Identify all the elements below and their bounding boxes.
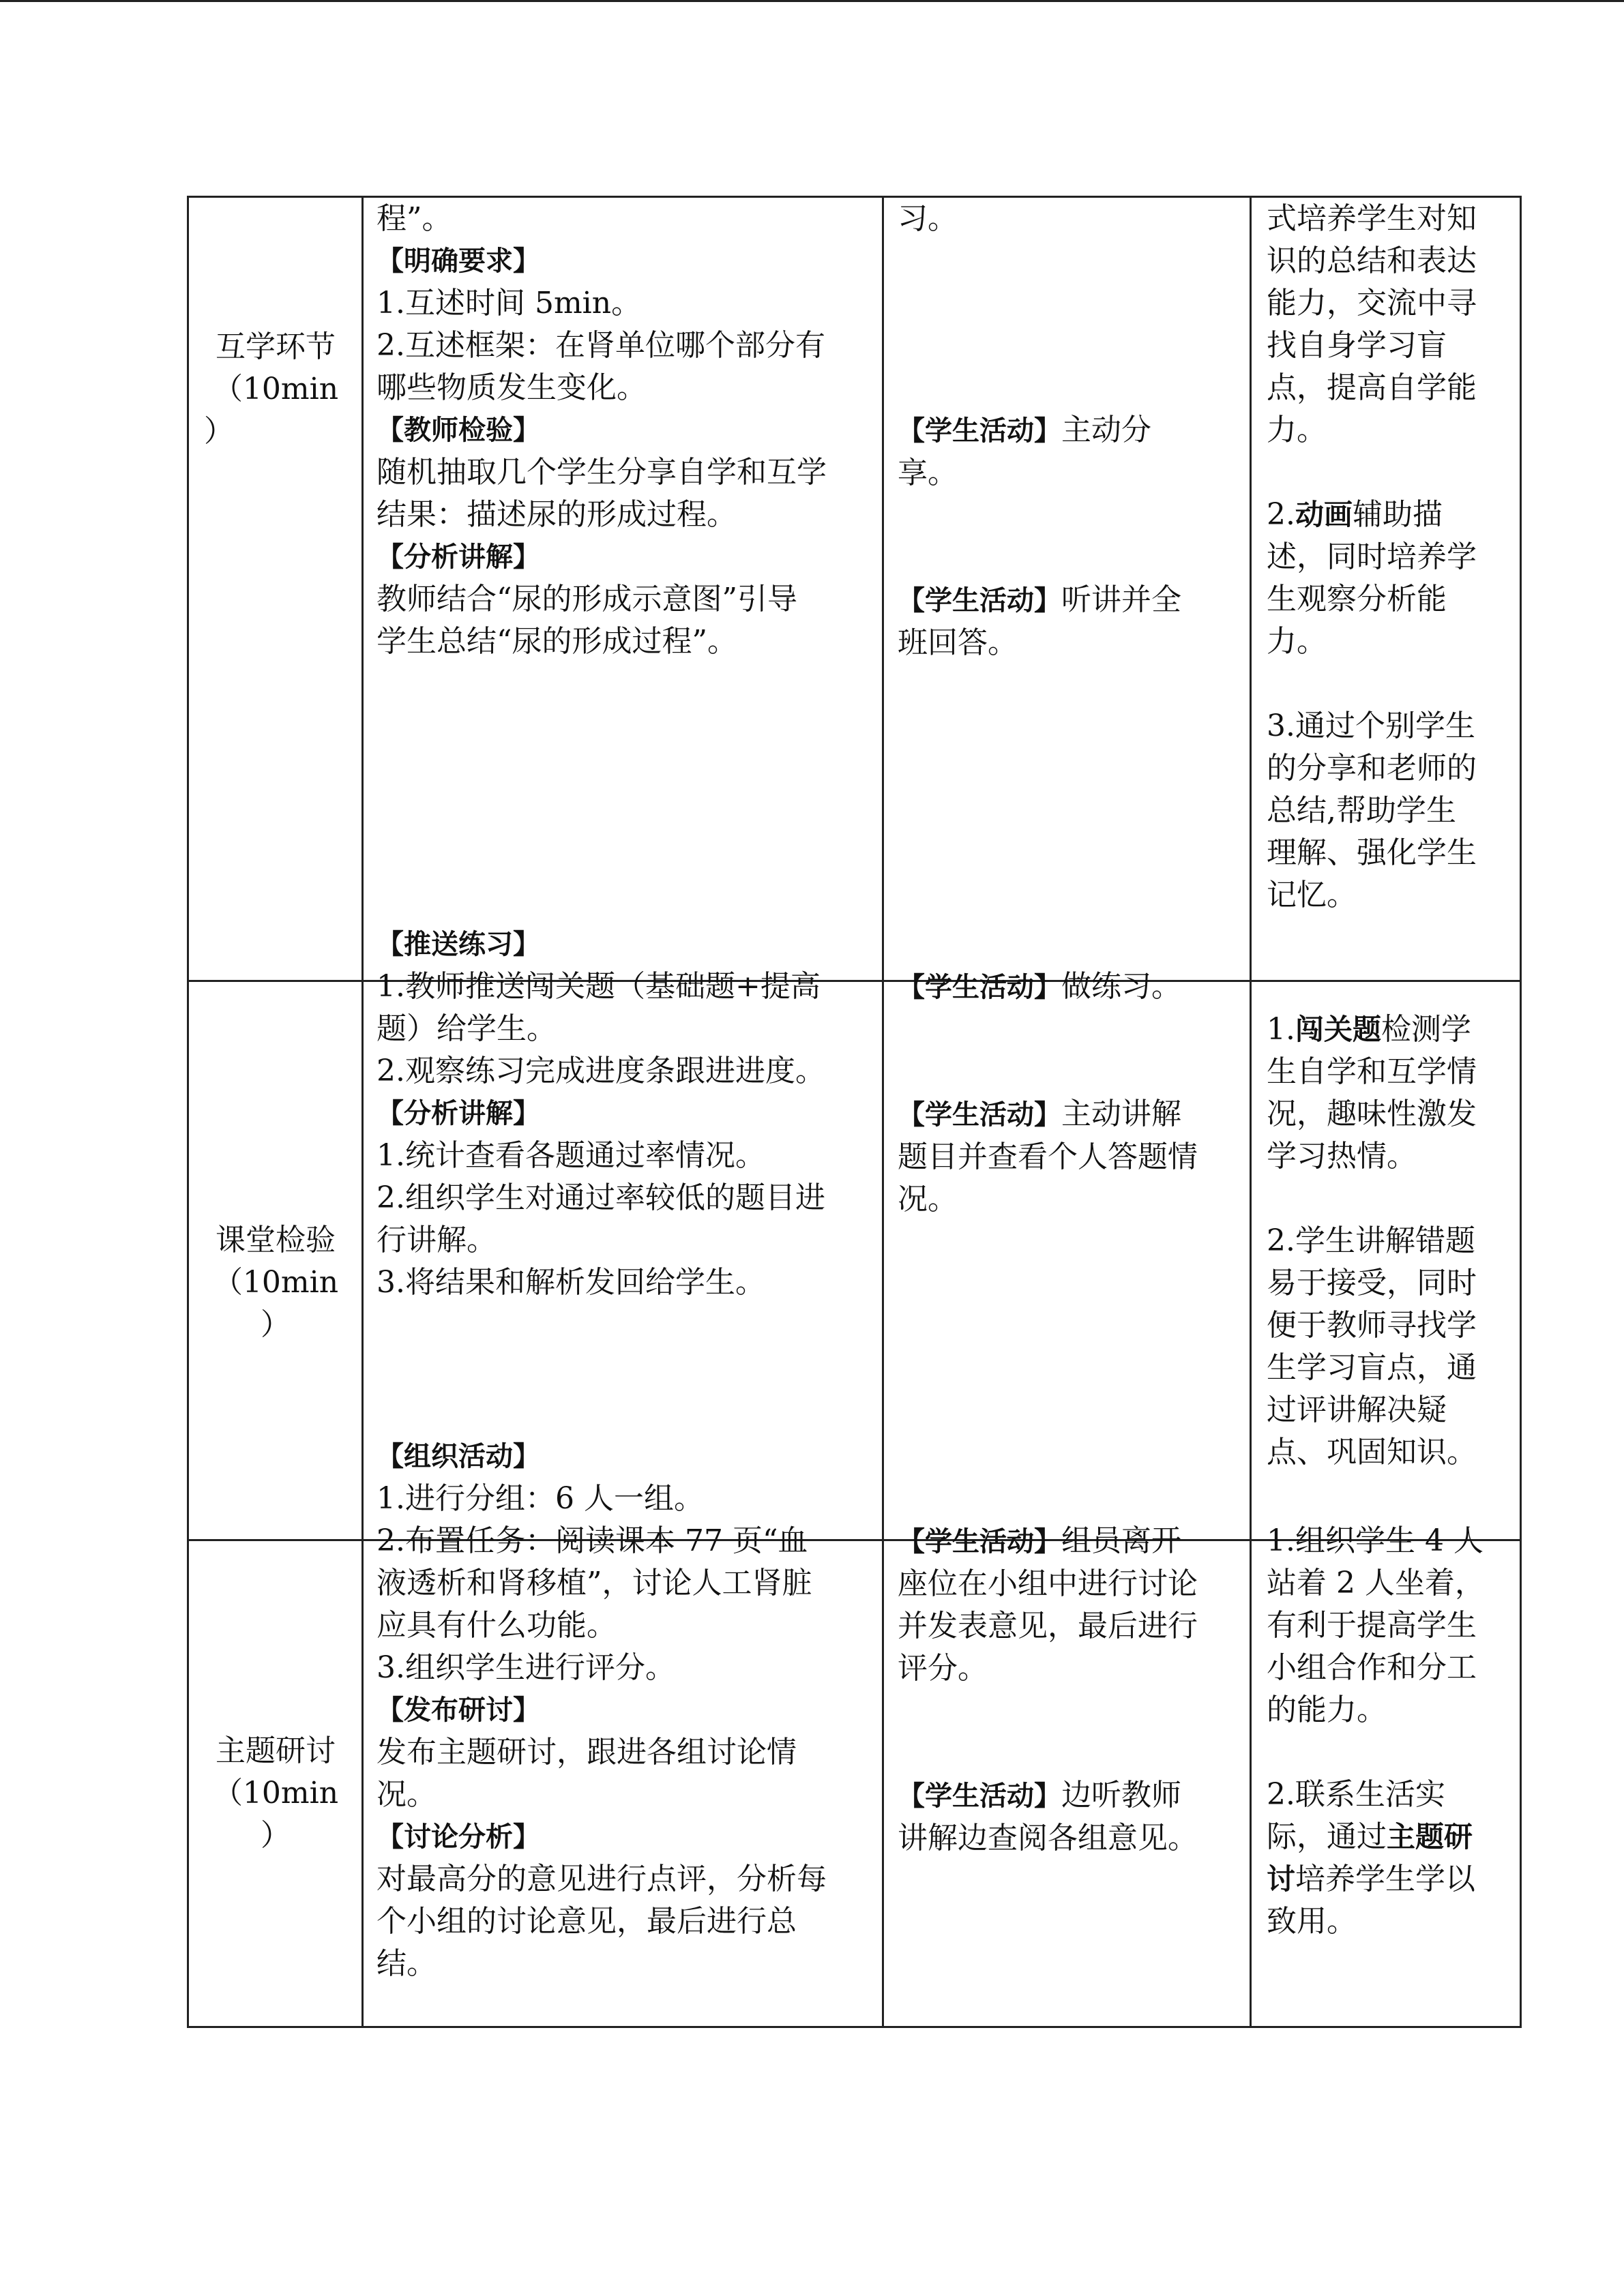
- text-line: 并发表意见，最后进行: [898, 1609, 1198, 1643]
- text-line: 结。: [377, 1946, 437, 1981]
- activity-tag: 【学生活动】: [898, 1099, 1061, 1131]
- teacher-activity-class-test: [377, 966, 874, 1304]
- text-line: 2.学生讲解错题: [1267, 1223, 1475, 1258]
- activity-text: 主动分: [1061, 413, 1151, 447]
- text-line: 记忆。: [1267, 878, 1357, 912]
- text-line: 题）给学生。: [377, 1011, 557, 1046]
- stage-label-topic-discussion: [189, 1730, 362, 1857]
- text-line: 2.联系生活实: [1267, 1777, 1445, 1812]
- text-line: 3.通过个别学生: [1267, 709, 1475, 743]
- text-line: 1.组织学生 4 人: [1267, 1523, 1483, 1558]
- section-heading: 【分析讲解】: [377, 541, 540, 573]
- text-line: 哪些物质发生变化。: [377, 370, 647, 405]
- stage-label-line: ）: [261, 1307, 291, 1342]
- blank-line: [898, 325, 1242, 367]
- student-activity-line: [898, 966, 1242, 1009]
- student-activity-line: [898, 1093, 1242, 1136]
- text-line: 讲解边查阅各组意见。: [898, 1821, 1198, 1855]
- text-line: 2.组织学生对通过率较低的题目进: [377, 1180, 825, 1215]
- text-line: 结果：描述尿的形成过程。: [377, 497, 737, 532]
- stage-label-line: （10min: [212, 1776, 339, 1810]
- section-heading: 【推送练习】: [377, 929, 540, 960]
- activity-tag: 【学生活动】: [898, 1526, 1061, 1557]
- design-intent-class-test: [1267, 1009, 1512, 1474]
- text-line: 随机抽取几个学生分享自学和互学: [377, 455, 827, 490]
- blank-line: [898, 367, 1242, 409]
- activity-text: 听讲并全: [1061, 582, 1181, 617]
- text-line: 理解、强化学生: [1267, 835, 1477, 870]
- student-activity-line: [898, 1520, 1242, 1563]
- column-divider-3: [1250, 196, 1252, 2028]
- text-line: 1.互述时间 5min。: [377, 286, 642, 320]
- intent-text: 培养学生学以: [1295, 1862, 1476, 1896]
- blank-line: [1267, 1178, 1512, 1220]
- intent-line: [1267, 494, 1512, 536]
- text-line: 2.布置任务：阅读课本 77 页“血: [377, 1523, 808, 1558]
- text-line: 识的总结和表达: [1267, 243, 1477, 278]
- text-line: 力。: [1267, 624, 1327, 659]
- section-heading: 【分析讲解】: [377, 1098, 540, 1129]
- intent-emphasis: 闯关题: [1295, 1013, 1381, 1046]
- stage-label-line: （10min: [212, 372, 339, 406]
- student-activity-line: [898, 409, 1242, 452]
- student-activity-class-test: [898, 966, 1242, 1221]
- section-heading: 【讨论分析】: [377, 1821, 540, 1853]
- column-divider-2: [882, 196, 884, 2028]
- intent-line: [1267, 1009, 1512, 1051]
- blank-line: [898, 240, 1242, 282]
- activity-text: 边听教师: [1061, 1778, 1181, 1813]
- text-line: 况，趣味性激发: [1267, 1097, 1477, 1131]
- stage-label-line: 主题研讨: [216, 1733, 336, 1768]
- text-line: 力。: [1267, 413, 1327, 447]
- teacher-activity-class-test-heading: [377, 923, 874, 966]
- stage-label-mutual-learning: [189, 326, 362, 453]
- text-line: 1.教师推送闯关题（基础题+提高: [377, 969, 821, 1004]
- student-activity-line: [898, 1774, 1242, 1817]
- teacher-activity-topic-discussion: [377, 1520, 874, 1985]
- text-line: 学生总结“尿的形成过程”。: [377, 624, 737, 659]
- stage-label-line: ）: [204, 414, 234, 449]
- text-line: 过评讲解决疑: [1267, 1392, 1447, 1427]
- text-line: 致用。: [1267, 1904, 1357, 1939]
- text-line: 小组合作和分工: [1267, 1650, 1477, 1685]
- text-line: 2.观察练习完成进度条跟进进度。: [377, 1054, 825, 1088]
- student-activity-topic-discussion: [898, 1520, 1242, 1860]
- text-line: 评分。: [898, 1651, 988, 1686]
- activity-tag: 【学生活动】: [898, 1780, 1061, 1812]
- student-activity-line: [898, 579, 1242, 622]
- text-line: 生自学和互学情: [1267, 1054, 1477, 1089]
- activity-text: 组员离开: [1061, 1523, 1181, 1558]
- text-line: 易于接受，同时: [1267, 1266, 1477, 1300]
- text-line: 生学习盲点，通: [1267, 1350, 1477, 1385]
- intent-text: 际，通过: [1267, 1819, 1387, 1854]
- text-line: 站着 2 人坐着，: [1267, 1566, 1485, 1600]
- text-line: 3.将结果和解析发回给学生。: [377, 1265, 765, 1300]
- blank-line: [898, 1051, 1242, 1093]
- activity-tag: 【学生活动】: [898, 585, 1061, 616]
- intent-line: [1267, 1816, 1512, 1858]
- activity-tag: 【学生活动】: [898, 972, 1061, 1003]
- text-line: 能力，交流中寻: [1267, 286, 1477, 320]
- text-line: 享。: [898, 456, 958, 490]
- text-line: 述，同时培养学: [1267, 539, 1477, 574]
- teacher-activity-mutual-learning: [377, 198, 874, 663]
- blank-line: [1267, 451, 1512, 494]
- text-line: 总结,帮助学生: [1267, 793, 1456, 828]
- intent-text: 辅助描: [1353, 497, 1443, 532]
- text-line: 1.进行分组：6 人一组。: [377, 1481, 704, 1516]
- text-line: 况。: [898, 1182, 958, 1217]
- intent-text: 检测学: [1381, 1012, 1471, 1047]
- page-top-border: [0, 0, 1624, 2]
- blank-line: [898, 1690, 1242, 1732]
- text-line: 2.互述框架：在肾单位哪个部分有: [377, 328, 825, 363]
- text-line: 个小组的讨论意见，最后进行总: [377, 1904, 797, 1939]
- text-line: 对最高分的意见进行点评，分析每: [377, 1862, 827, 1896]
- text-line: 便于教师寻找学: [1267, 1308, 1477, 1343]
- table-border-right: [1520, 196, 1522, 2028]
- text-line: 找自身学习盲: [1267, 328, 1447, 363]
- stage-label-class-test: [189, 1219, 362, 1346]
- activity-tag: 【学生活动】: [898, 415, 1061, 447]
- text-line: 的分享和老师的: [1267, 751, 1477, 786]
- design-intent-mutual-learning: [1267, 198, 1512, 916]
- design-intent-topic-discussion: [1267, 1520, 1512, 1943]
- text-line: 座位在小组中进行讨论: [898, 1566, 1198, 1601]
- text-line: 班回答。: [898, 625, 1018, 660]
- text-line: 行讲解。: [377, 1223, 497, 1257]
- table-border-bottom: [187, 2026, 1522, 2028]
- text-line: 有利于提高学生: [1267, 1608, 1477, 1643]
- student-activity-mutual-learning: [898, 198, 1242, 664]
- intent-emphasis: 动画: [1295, 498, 1353, 531]
- text-line: 液透析和肾移植”，讨论人工肾脏: [377, 1566, 812, 1600]
- section-heading: 【发布研讨】: [377, 1695, 540, 1726]
- text-line: 发布主题研讨，跟进各组讨论情: [377, 1735, 797, 1770]
- activity-text: 做练习。: [1061, 969, 1181, 1004]
- activity-text: 主动讲解: [1061, 1097, 1181, 1131]
- section-heading: 【教师检验】: [377, 415, 540, 446]
- stage-label-line: ）: [261, 1818, 291, 1853]
- intent-text: 1.: [1267, 1012, 1295, 1047]
- blank-line: [898, 494, 1242, 537]
- text-line: 点、巩固知识。: [1267, 1435, 1477, 1470]
- blank-line: [1267, 1731, 1512, 1774]
- intent-emphasis: 讨: [1267, 1862, 1296, 1896]
- text-line: 学习热情。: [1267, 1139, 1417, 1174]
- intent-line: [1267, 1858, 1512, 1900]
- stage-label-line: （10min: [212, 1265, 339, 1300]
- teacher-activity-topic-discussion-heading: [377, 1435, 874, 1520]
- text-line: 教师结合“尿的形成示意图”引导: [377, 582, 797, 616]
- text-line: 题目并查看个人答题情: [898, 1139, 1198, 1174]
- blank-line: [898, 537, 1242, 579]
- text-line: 3.组织学生进行评分。: [377, 1650, 675, 1685]
- text-line: 生观察分析能: [1267, 582, 1447, 616]
- section-heading: 【组织活动】: [377, 1441, 540, 1472]
- blank-line: [898, 1009, 1242, 1051]
- text-line: 的能力。: [1267, 1693, 1387, 1727]
- stage-label-line: 互学环节: [216, 329, 336, 364]
- text-line: 习。: [898, 201, 958, 236]
- text-line: 况。: [377, 1777, 437, 1812]
- section-heading: 【明确要求】: [377, 245, 540, 277]
- text-line: 点，提高自学能: [1267, 370, 1477, 405]
- blank-line: [898, 1732, 1242, 1774]
- intent-text: 2.: [1267, 497, 1295, 532]
- text-line: 程”。: [377, 201, 452, 236]
- intent-emphasis: 主题研: [1387, 1820, 1473, 1853]
- text-line: 式培养学生对知: [1267, 201, 1477, 236]
- text-line: 应具有什么功能。: [377, 1608, 617, 1643]
- blank-line: [898, 282, 1242, 325]
- blank-line: [1267, 663, 1512, 705]
- stage-label-line: 课堂检验: [216, 1223, 336, 1257]
- text-line: 1.统计查看各题通过率情况。: [377, 1138, 765, 1173]
